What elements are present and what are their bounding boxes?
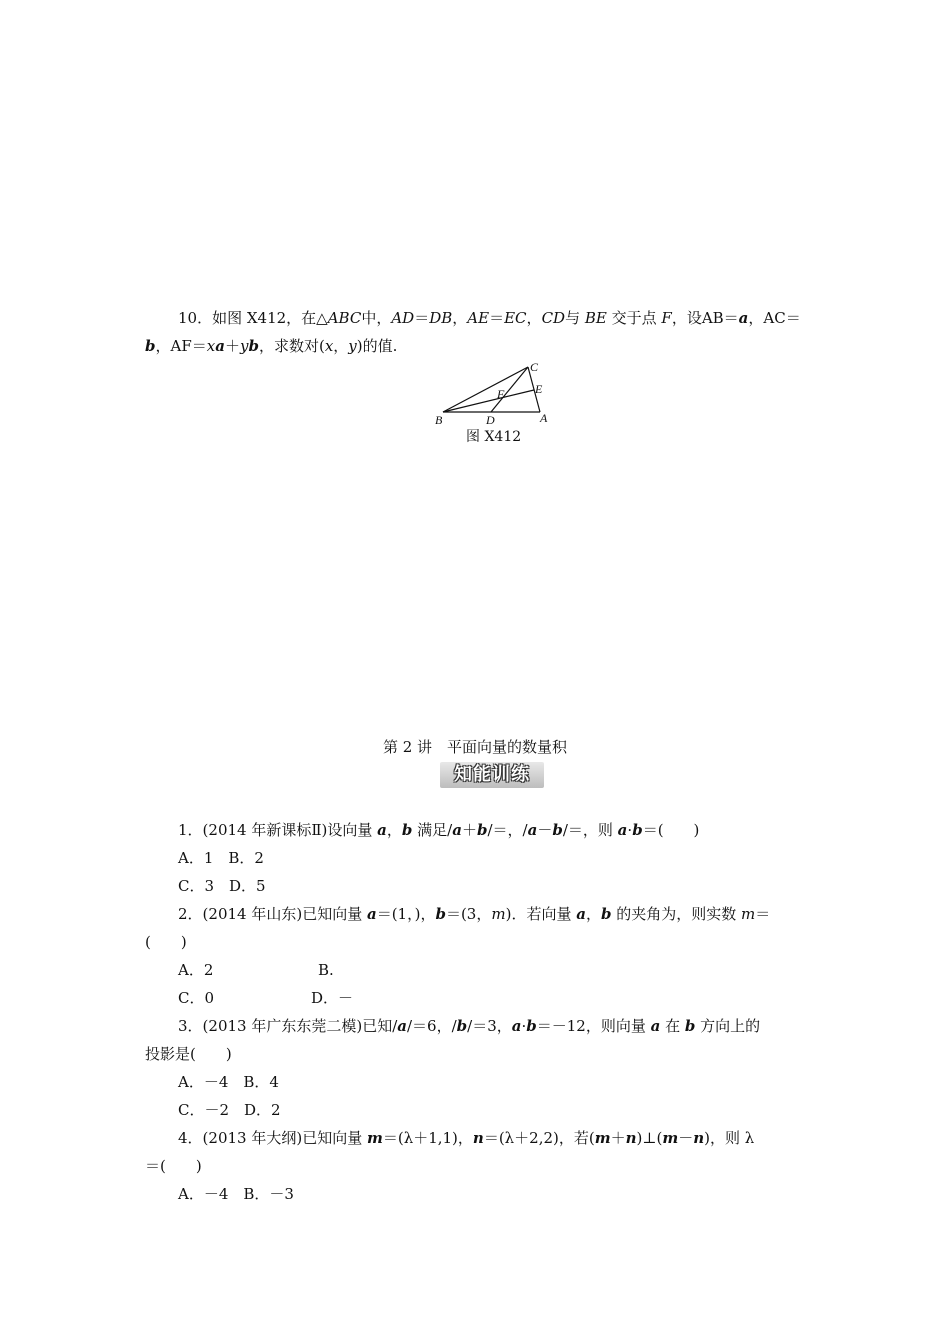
question-4-options-ab: A．－4 B．－3 [178, 1185, 294, 1203]
question-4-stem: 4．(2013 年大纲)已知向量 m＝(λ＋1,1)，n＝(λ＋2,2)，若(m＋n)⊥(m－n)，则 λ [178, 1129, 755, 1147]
question-3-options-ab: A．－4 B．4 [178, 1073, 279, 1091]
label-f: F [497, 387, 505, 401]
question-1-options-cd: C．3 D．5 [178, 877, 266, 895]
question-2-option-c: C．0 [178, 989, 215, 1007]
label-c: C [530, 360, 539, 374]
figure-caption: 图 X412 [466, 429, 522, 445]
label-a: A [540, 411, 548, 425]
segment-bc [443, 367, 528, 412]
question-2-stem: 2．(2014 年山东)已知向量 a＝(1，)，b＝(3，m)．若向量 a，b 的夹角为，则实数 m＝ [178, 905, 771, 923]
question-2-option-d: D．－ [311, 989, 354, 1007]
section-title: 第 2 讲 平面向量的数量积 [382, 738, 568, 756]
question-1-options-ab: A．1 B．2 [178, 849, 264, 867]
problem-10-line-2: b，AF＝xa＋yb，求数对(x，y)的值. [145, 337, 398, 355]
question-4-stem-continued: ＝( ) [145, 1157, 202, 1175]
section-banner: 知能训练 [440, 762, 544, 788]
question-1-stem: 1．(2014 年新课标Ⅱ)设向量 a，b 满足/a＋b/＝，/a－b/＝，则 a·b＝( ) [178, 821, 700, 839]
segment-be [443, 390, 534, 412]
triangle-figure [430, 360, 560, 430]
question-3-stem: 3．(2013 年广东东莞二模)已知/a/＝6，/b/＝3，a·b＝－12，则向量 a 在 b 方向上的 [178, 1017, 761, 1035]
question-2-option-b: B. [318, 961, 334, 979]
question-3-stem-continued: 投影是( ) [145, 1045, 232, 1063]
question-2-option-a: A．2 [178, 961, 214, 979]
question-3-options-cd: C．－2 D．2 [178, 1101, 281, 1119]
question-2-stem-continued: ( ) [145, 933, 187, 951]
label-e: E [535, 382, 543, 396]
label-d: D [486, 413, 495, 427]
label-b: B [435, 413, 443, 427]
problem-10-line-1: 10．如图 X412，在△ABC中，AD＝DB，AE＝EC，CD与 BE 交于点 F，设AB＝a，AC＝ [178, 309, 801, 327]
